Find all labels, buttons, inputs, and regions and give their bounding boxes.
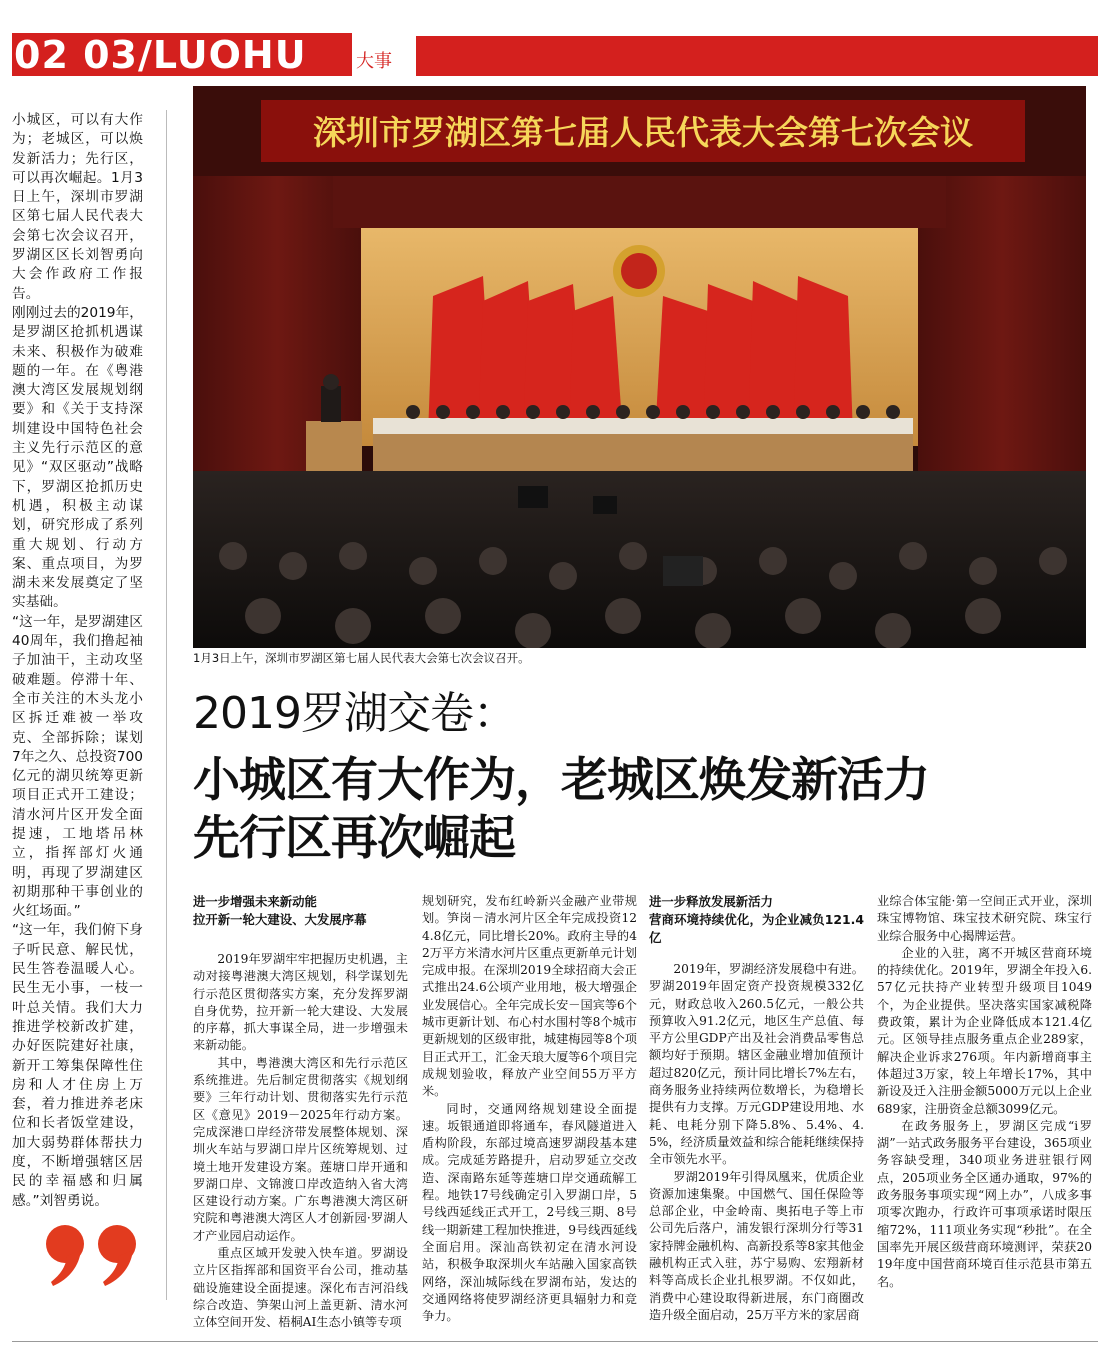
intro-paragraph: “这一年，是罗湖建区40周年，我们撸起袖子加油干，主动攻坚破难题。停滞十年、全市关注的木头龙小区拆迁难被一举攻克、全部拆除；谋划7年之久、总投资700亿元的湖贝统筹更新项目正式开工建设；清水河片区开发全面提速，工地塔吊林立，指挥部灯火通明，再现了罗湖建区初期那种干事创业的火红场面。” (12, 613, 143, 920)
article-paragraph: 规划研究，发布红岭新兴金融产业带规划。笋岗－清水河片区全年完成投资124.8亿元，同比增长20%。政府主导的42万平方米清水河片区重点更新单元计划完成申报。在深圳2019全球招商大会正式推出24.6公顷产业用地，极大增强企业发展信心。全年完成长安－国宾等6个城市更新计划、布心村水围村等8个城市更新规划的区级审批，城建梅园等8个项目正式开工，汇金天琅大厦等6个项目完成规划验收，释放产业空间55万平方米。 (422, 894, 637, 1099)
column-divider (166, 110, 167, 1300)
bottom-rule (12, 1341, 1098, 1342)
quote-mark-icon (45, 1222, 145, 1288)
article-paragraph: 其中，粤港澳大湾区和先行示范区系统推进。先后制定贯彻落实《规划纲要》三年行动计划、贯彻落实先行示范区《意见》2019－2025年行动方案。完成深港口岸经济带发展整体规划、深圳火车站与罗湖口岸片区统筹规划、过境土地开发建设方案。莲塘口岸开通和罗湖口岸、文锦渡口岸改造纳入省大湾区建设行动方案。广东粤港澳大湾区研究院和粤港澳大湾区人才创新园·罗湖人才产业园启动运作。 (193, 1055, 408, 1243)
banner-text: 深圳市罗湖区第七届人民代表大会第七次会议 (313, 113, 973, 152)
headline-kicker: 2019罗湖交卷： (193, 688, 516, 739)
article-paragraph: 罗湖2019年引得凤凰来，优质企业资源加速集聚。中国燃气、国任保险等总部企业，中金岭南、奥拓电子等上市公司先后落户，浦发银行深圳分行等31家持牌金融机构、高新投系等8家其他金融机构正式入驻，苏宁易购、宏翔新材料等高成长企业扎根罗湖。不仅如此，消费中心建设取得新进展，东门商圈改造升级全面启动，25万平方米的家居商 (649, 1169, 864, 1322)
headline-line: 小城区有大作为，老城区焕发新活力 (193, 753, 929, 808)
article-paragraph: 业综合体宝能·第一空间正式开业，深圳珠宝博物馆、珠宝技术研究院、珠宝行业综合服务中心揭牌运营。 (877, 894, 1092, 943)
subhead-line: 营商环境持续优化，为企业减负121.4亿 (649, 912, 864, 945)
page-header (12, 33, 1098, 76)
main-headline (193, 752, 929, 868)
headline-line: 先行区再次崛起 (193, 811, 515, 866)
intro-paragraph: 刚刚过去的2019年，是罗湖区抢抓机遇谋未来、积极作为破难题的一年。在《粤港澳大湾区发展规划纲要》和《关于支持深圳建设中国特色社会主义先行示范区的意见》“双区驱动”战略下，罗湖区抢抓历史机遇，积极主动谋划，研究形成了系列重大规划、行动方案、重点项目，为罗湖未来发展奠定了坚实基础。 (12, 304, 143, 611)
meeting-photo (193, 86, 1086, 648)
body-column-1 (193, 893, 408, 1332)
photo-caption: 1月3日上午，深圳市罗湖区第七届人民代表大会第七次会议召开。 (193, 651, 530, 665)
subhead-line: 进一步增强未来新动能 (193, 894, 317, 909)
section2-subhead (649, 893, 864, 947)
intro-column (12, 111, 143, 1211)
body-column-2 (422, 893, 637, 1325)
article-paragraph: 同时，交通网络规划建设全面提速。坂银通道即将通车，春风隧道进入盾构阶段，东部过境高速罗湖段基本建成。完成延芳路提升，启动罗延立交改造、深南路东延等莲塘口岸交通疏解工程。地铁17号线确定引入罗湖口岸，5号线西延线正式开工，2号线三期、8号线一期新建工程加快推进，9号线西延线全面启用。深汕高铁初定在清水河设站，积极争取深圳火车站融入国家高铁网络，深汕城际线在罗湖布站，发达的交通网络将使罗湖经济更具辐射力和竞争力。 (422, 1101, 637, 1324)
intro-paragraph: 小城区，可以有大作为；老城区，可以焕发新活力；先行区，可以再次崛起。1月3日上午，深圳市罗湖区第七届人民代表大会第七次会议召开，罗湖区区长刘智勇向大会作政府工作报告。 (12, 112, 143, 302)
intro-paragraph: “这一年，我们俯下身子听民意、解民忧，民生答卷温暖人心。民生无小事，一枝一叶总关情。我们大力推进学校新改扩建，办好医院建好社康，新开工筹集保障性住房和人才住房上万套，着力推进养老床位和长者饭堂建设，加大弱势群体帮扶力度，不断增强辖区居民的幸福感和归属感。”刘智勇说。 (12, 922, 143, 1209)
subhead-line: 拉开新一轮大建设、大发展序幕 (193, 912, 367, 927)
article-paragraph: 企业的入驻，离不开城区营商环境的持续优化。2019年，罗湖全年投入6.57亿元扶持产业转型升级项目1049个，为企业提供。坚决落实国家减税降费政策，累计为企业降低成本121.4亿元。区领导挂点服务重点企业289家，解决企业诉求276项。年内新增商事主体超过3万家，较上年增长17%，其中新设及迁入注册金额5000万元以上企业689家，注册资金总额3099亿元。 (877, 945, 1092, 1116)
section-label: 大事 (356, 51, 392, 72)
article-paragraph: 在政务服务上，罗湖区完成“i罗湖”一站式政务服务平台建设，365项业务容缺受理，340项业务进驻银行网点，205项业务全区通办通取，97%的政务服务事项实现“网上办”，八成多事项零次跑办，行政许可事项承诺时限压缩72%，111项业务实现“秒批”。在全国率先开展区级营商环境测评，荣获2019年度中国营商环境百佳示范县市第五名。 (877, 1118, 1092, 1289)
article-paragraph: 重点区域开发驶入快车道。罗湖设立片区指挥部和国资平台公司，推动基础设施建设全面提速。深化布吉河沿线综合改造、笋架山河上盖更新、清水河立体空间开发、梧桐AI生态小镇等专项 (193, 1246, 408, 1330)
subhead-line: 进一步释放发展新活力 (649, 894, 773, 909)
meeting-hall-illustration (193, 86, 1086, 648)
body-column-4 (877, 893, 1092, 1291)
article-paragraph: 2019年罗湖牢牢把握历史机遇，主动对接粤港澳大湾区规划，科学谋划先行示范区贯彻落实方案，充分发挥罗湖自身优势，拉开新一轮大建设、大发展的序幕，抓大事谋全局，进一步增强未来新动能。 (193, 952, 408, 1053)
body-column-3 (649, 893, 864, 1324)
header-red-rule (416, 36, 1098, 76)
article-paragraph: 2019年，罗湖经济发展稳中有进。罗湖2019年固定资产投资规模332亿元，财政总收入260.5亿元，一般公共预算收入91.2亿元，地区生产总值、每平方公里GDP产出及社会消费品零售总额均好于预期。辖区金融业增加值预计超过820亿元，预计同比增长7%左右，商务服务业持续两位数增长，为稳增长提供有力支撑。万元GDP建设用地、水耗、电耗分别下降5.8%、5.4%、4.5%，经济质量效益和综合能耗继续保持全市领先水平。 (649, 962, 864, 1167)
section1-subhead (193, 893, 408, 929)
section-title: 02 03/LUOHU (14, 33, 307, 77)
